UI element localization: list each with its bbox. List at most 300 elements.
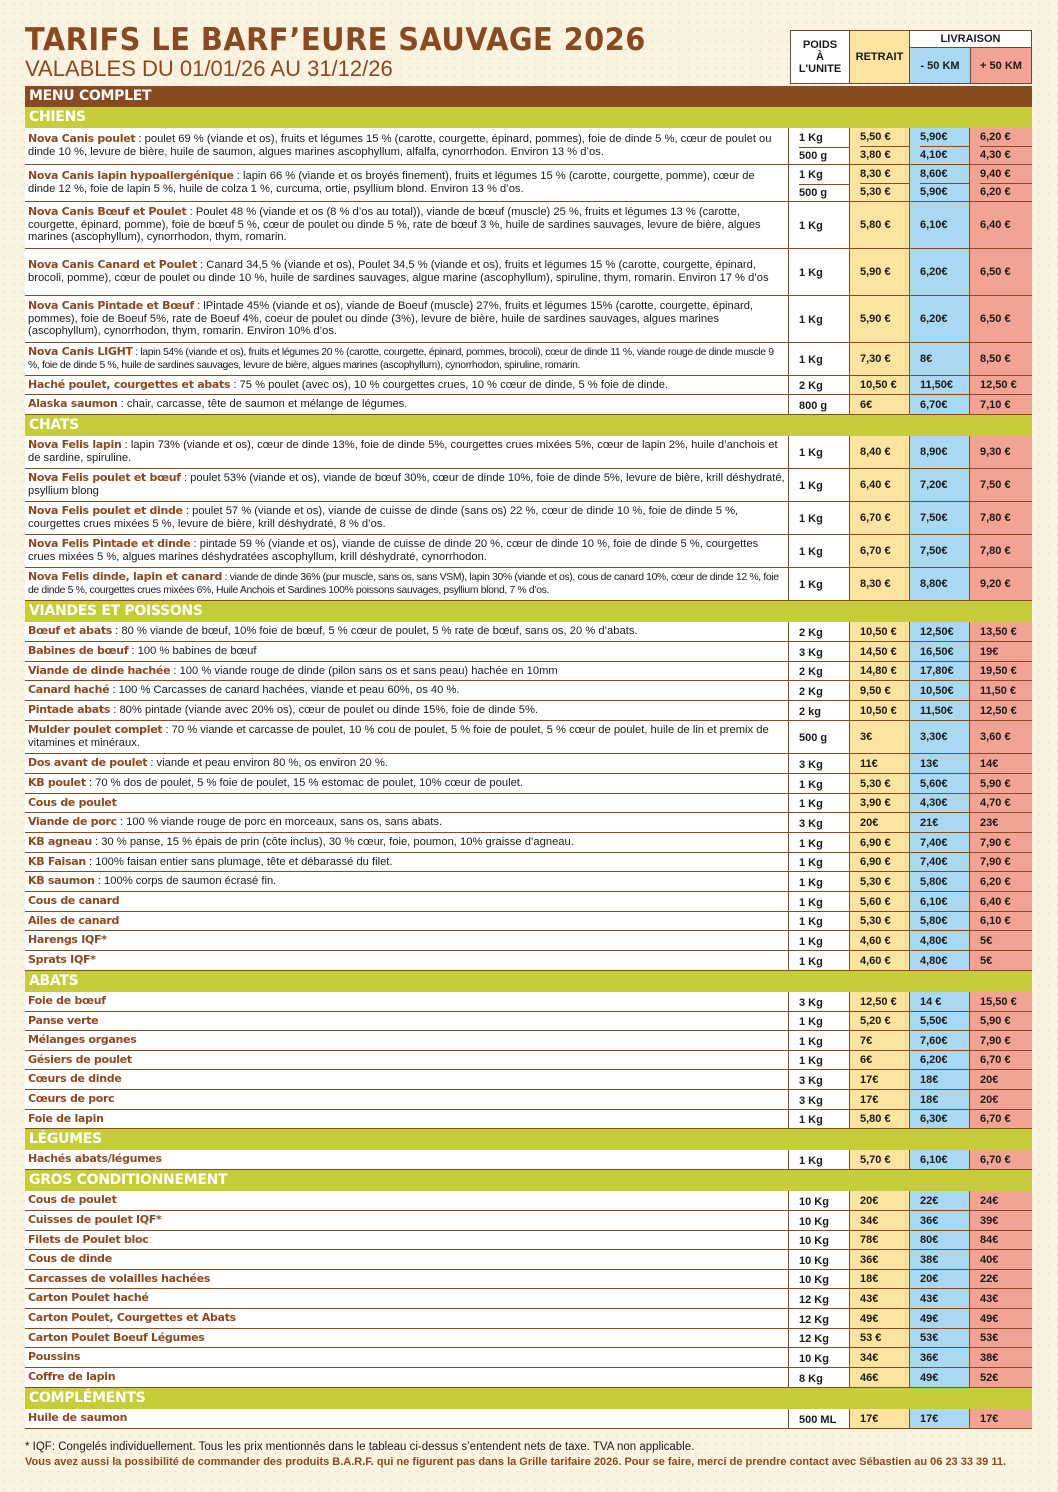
weight-cell: 1 Kg (799, 447, 823, 459)
price-plus-50km: 13,50 € (980, 625, 1017, 638)
section-header: CHATS (25, 415, 1032, 436)
price-plus-50km-column (970, 853, 1032, 871)
price-retrait: 43€ (860, 1292, 879, 1305)
price-plus-50km-column (970, 872, 1032, 891)
price-retrait: 10,50 € (860, 379, 897, 391)
price-moins-50km-column (910, 1070, 970, 1089)
product-name: Coffre de lapin (28, 1370, 116, 1384)
price-moins-50km: 53€ (920, 1332, 939, 1344)
product-name: Carton Poulet haché (28, 1291, 149, 1305)
price-plus-50km-column (970, 1012, 1032, 1030)
section-header: LÉGUMES (25, 1129, 1032, 1150)
price-retrait: 6,70 € (860, 512, 891, 524)
price-retrait: 6€ (860, 398, 873, 411)
product-name: Nova Felis dinde, lapin et canard (28, 569, 223, 583)
price-moins-50km-column (910, 128, 970, 164)
product-text (28, 571, 785, 597)
price-moins-50km: 10,50€ (920, 684, 954, 697)
price-retrait-column (850, 1270, 910, 1288)
product-text (28, 915, 119, 928)
price-plus-50km-column (970, 1368, 1032, 1387)
price-retrait-column (850, 721, 910, 753)
price-plus-50km: 6,10 € (980, 915, 1011, 927)
weight-cell: 1 Kg (799, 220, 823, 232)
price-retrait: 5,70 € (860, 1153, 891, 1166)
weight-cell: 800 g (799, 399, 828, 412)
product-name: Viande de porc (28, 815, 117, 829)
price-moins-50km: 3,30€ (920, 731, 948, 743)
price-retrait: 6,70 € (860, 545, 891, 557)
product-details: : 100 % Carcasses de canard hachées, viande et peau 60%, os 40 %. (109, 684, 460, 697)
weight-cell-column (789, 1409, 850, 1428)
product-text (28, 346, 785, 372)
price-retrait: 11€ (860, 757, 878, 770)
table-row (25, 1289, 1032, 1309)
product-name: Mulder poulet complet (28, 723, 163, 737)
price-plus-50km-column (970, 912, 1032, 930)
price-moins-50km: 7,20€ (920, 479, 948, 491)
price-retrait: 5,30 € (860, 777, 891, 790)
price-moins-50km: 5,90€ (920, 130, 948, 143)
price-moins-50km-column (910, 1231, 970, 1249)
price-moins-50km-column (910, 165, 970, 201)
product-details: : poulet 57 % (viande et os), viande de cuisse de dinde (sans os) 22 %, cœur de dinde 10 %, foie de dinde 5 %, courgettes crues mixées 5 %, levure de bière, krill déshydraté, 8 % d’os. (28, 505, 739, 530)
price-moins-50km-column (910, 931, 970, 950)
table-row (25, 502, 1032, 535)
price-moins-50km-column (910, 681, 970, 700)
product-name: Haché poulet, courgettes et abats (28, 377, 231, 391)
weight-cell: 1 Kg (799, 896, 823, 909)
product-name: Cuisses de poulet IQF* (28, 1213, 162, 1227)
weight-cell-column (789, 469, 850, 501)
product-description (25, 681, 789, 700)
price-moins-50km-column (910, 912, 970, 930)
price-plus-50km-column (970, 1051, 1032, 1069)
price-plus-50km-column (970, 395, 1032, 414)
weight-cell-column (789, 343, 850, 375)
price-moins-50km: 36€ (920, 1351, 939, 1364)
product-description (25, 1070, 789, 1089)
price-plus-50km-column (970, 681, 1032, 700)
product-name: Pintade abats (28, 703, 111, 717)
price-retrait-column (850, 535, 910, 567)
product-details: : 75 % poulet (avec os), 10 % courgettes crues, 10 % cœur de dinde, 5 % foie de dinde. (230, 378, 669, 391)
product-name: Nova Canis Bœuf et Poulet (28, 205, 187, 219)
weight-cell: 10 Kg (799, 1195, 829, 1208)
price-moins-50km: 11,50€ (920, 704, 954, 717)
price-retrait-column (850, 622, 910, 641)
price-retrait: 3,80 € (860, 146, 909, 165)
price-retrait: 46€ (860, 1371, 879, 1384)
price-plus-50km: 24€ (980, 1194, 999, 1207)
product-text (28, 170, 785, 195)
price-plus-50km-column (970, 1031, 1032, 1050)
price-plus-50km: 4,70 € (980, 797, 1011, 809)
price-retrait: 8,40 € (860, 446, 891, 458)
price-plus-50km: 20€ (980, 1093, 999, 1106)
price-plus-50km-column (970, 931, 1032, 950)
price-retrait: 14,50 € (860, 645, 897, 658)
product-name: Ailes de canard (28, 913, 120, 927)
weight-cell-column (789, 568, 850, 600)
price-plus-50km-column (970, 128, 1032, 164)
weight-cell-column (789, 754, 850, 773)
price-retrait-column (850, 701, 910, 720)
product-name: Hachés abats/légumes (28, 1152, 162, 1166)
price-plus-50km: 49€ (980, 1312, 999, 1325)
price-moins-50km-column (910, 853, 970, 871)
product-description (25, 128, 789, 164)
product-details: : 80% pintade (viande avec 20% os), cœur de poulet ou dinde 15%, foie de dinde 5%. (110, 704, 539, 717)
price-moins-50km-column (910, 754, 970, 773)
price-plus-50km: 39€ (980, 1214, 999, 1227)
price-moins-50km: 17€ (920, 1412, 939, 1425)
product-text (28, 439, 785, 464)
price-retrait-column (850, 1289, 910, 1308)
price-retrait: 20€ (860, 816, 879, 829)
price-retrait: 5,90 € (860, 313, 891, 325)
product-description (25, 833, 789, 852)
price-moins-50km-column (910, 1031, 970, 1050)
product-name: Cœurs de dinde (28, 1072, 122, 1086)
price-moins-50km: 17,80€ (920, 665, 954, 677)
product-text (28, 1034, 136, 1047)
price-retrait-column (850, 1231, 910, 1249)
weight-cell-column (789, 912, 850, 930)
table-row (25, 662, 1032, 681)
price-moins-50km-column (910, 951, 970, 970)
product-name: Cous de poulet (28, 1193, 117, 1207)
product-name: Cous de canard (28, 894, 120, 908)
price-moins-50km: 6,30€ (920, 1113, 948, 1125)
price-plus-50km-column (970, 1409, 1032, 1428)
price-retrait: 6,90 € (860, 856, 891, 868)
weight-cell-column (789, 1211, 850, 1230)
table-row (25, 535, 1032, 568)
price-moins-50km: 7,50€ (920, 512, 948, 524)
product-description (25, 376, 789, 394)
table-row (25, 249, 1032, 296)
table-row (25, 794, 1032, 813)
price-retrait-column (850, 754, 910, 773)
price-moins-50km: 38€ (920, 1253, 939, 1266)
weight-cell-column (789, 1110, 850, 1128)
weight-cell: 1 Kg (799, 798, 823, 810)
price-plus-50km: 5,90 € (980, 777, 1011, 790)
price-plus-50km-column (970, 1090, 1032, 1109)
price-moins-50km: 6,10€ (920, 895, 948, 908)
product-description (25, 1289, 789, 1308)
table-row (25, 1051, 1032, 1070)
weight-cell-column (789, 931, 850, 950)
product-details: : 30 % panse, 15 % épais de prin (côte inclus), 30 % cœur, foie, poumon, 10% graisse d’agneau. (91, 836, 574, 849)
product-description (25, 249, 789, 295)
weight-cell: 1 Kg (799, 132, 823, 145)
weight-cell-column (789, 1250, 850, 1269)
price-plus-50km: 6,20 € (980, 875, 1011, 888)
section-header: VIANDES ET POISSONS (25, 601, 1032, 622)
product-text (28, 206, 785, 244)
price-moins-50km-column (910, 833, 970, 852)
price-moins-50km-column (910, 892, 970, 911)
header-retrait: RETRAIT (849, 30, 910, 84)
product-name: Cœurs de porc (28, 1092, 115, 1106)
header-moins-50: - 50 KM (909, 47, 971, 84)
table-row (25, 395, 1032, 415)
weight-cell-column (789, 1031, 850, 1050)
price-retrait: 7€ (860, 1034, 873, 1047)
weight-cell: 1 Kg (799, 837, 823, 850)
product-description (25, 774, 789, 793)
product-description (25, 1250, 789, 1269)
product-text (28, 1273, 210, 1286)
price-retrait-column (850, 343, 910, 375)
product-description (25, 165, 789, 201)
weight-cell-column (789, 622, 850, 641)
price-plus-50km: 7,80 € (980, 545, 1011, 557)
table-row (25, 1211, 1032, 1231)
product-name: KB Faisan (28, 854, 86, 868)
price-plus-50km-column (970, 1231, 1032, 1249)
table-row (25, 622, 1032, 642)
price-plus-50km: 4,30 € (980, 146, 1032, 165)
weight-cell-column (789, 813, 850, 832)
table-row (25, 128, 1032, 165)
table-row (25, 202, 1032, 249)
table-row (25, 1329, 1032, 1348)
price-retrait-column (850, 662, 910, 680)
price-plus-50km: 40€ (980, 1253, 999, 1266)
weight-cell: 1 Kg (799, 935, 823, 948)
product-details: : pintade 59 % (viande et os), viande de cuisse de dinde 20 %, cœur de dinde 10 %, foie de dinde 5 %, courgettes crues mixées 5 %, algues marines déshydratées ascophyllum, krill déshydraté, cynorrhodon. (28, 538, 759, 563)
price-retrait-column (850, 376, 910, 394)
product-text (28, 1113, 104, 1126)
weight-cell: 1 Kg (799, 267, 823, 279)
price-moins-50km-column (910, 642, 970, 661)
price-retrait-column (850, 642, 910, 661)
price-plus-50km-column (970, 535, 1032, 567)
price-retrait: 5,30 € (860, 183, 909, 202)
price-moins-50km: 5,50€ (920, 1015, 948, 1027)
weight-cell-column (789, 872, 850, 891)
price-plus-50km-column (970, 1250, 1032, 1269)
price-retrait-column (850, 1348, 910, 1367)
section-header: CHIENS (25, 107, 1032, 128)
price-plus-50km-column (970, 1110, 1032, 1128)
price-plus-50km: 19,50 € (980, 665, 1017, 677)
weight-cell-column (789, 701, 850, 720)
price-plus-50km-column (970, 951, 1032, 970)
price-plus-50km-column (970, 642, 1032, 661)
product-text (28, 379, 668, 392)
product-text (28, 398, 407, 411)
weight-cell-column (789, 1070, 850, 1089)
table-row (25, 951, 1032, 971)
price-retrait-column (850, 395, 910, 414)
price-retrait: 4,60 € (860, 954, 891, 967)
price-plus-50km: 5,90 € (980, 1015, 1011, 1027)
table-row (25, 1270, 1032, 1289)
price-plus-50km: 5€ (980, 954, 993, 967)
price-retrait-column (850, 681, 910, 700)
product-name: KB agneau (28, 835, 92, 849)
price-moins-50km: 6,20€ (920, 266, 948, 278)
weight-cell-column (789, 202, 850, 248)
price-plus-50km: 11,50 € (980, 684, 1017, 697)
price-moins-50km-column (910, 701, 970, 720)
price-moins-50km: 5,60€ (920, 777, 948, 790)
price-plus-50km-column (970, 622, 1032, 641)
price-moins-50km-column (910, 202, 970, 248)
price-retrait-column (850, 872, 910, 891)
header-livraison: LIVRAISON (909, 30, 1032, 48)
product-description (25, 395, 789, 414)
weight-cell-column (789, 794, 850, 812)
weight-cell-column (789, 376, 850, 394)
price-plus-50km: 12,50 € (980, 704, 1017, 717)
weight-cell-column (789, 951, 850, 970)
product-text (28, 538, 785, 563)
table-row (25, 892, 1032, 912)
price-retrait-column (850, 912, 910, 930)
price-plus-50km: 9,30 € (980, 446, 1011, 458)
product-description (25, 568, 789, 600)
price-plus-50km: 9,20 € (980, 578, 1011, 590)
product-name: Foie de bœuf (28, 994, 106, 1008)
weight-cell-column (789, 642, 850, 661)
weight-cell: 1 Kg (799, 1055, 823, 1067)
table-row (25, 1110, 1032, 1129)
table-row (25, 642, 1032, 662)
price-moins-50km: 11,50€ (920, 379, 954, 391)
table-row (25, 469, 1032, 502)
weight-cell: 500 g (799, 184, 849, 202)
price-retrait-column (850, 502, 910, 534)
price-moins-50km: 4,30€ (920, 797, 948, 809)
product-text (28, 1214, 161, 1227)
price-moins-50km: 6,10€ (920, 219, 948, 231)
table-row (25, 1012, 1032, 1031)
product-details: : viande et peau environ 80 %, os environ 20 %. (147, 757, 388, 770)
weight-cell-column (789, 721, 850, 753)
product-details: : 70 % dos de poulet, 5 % foie de poulet, 15 % estomac de poulet, 10% cœur de poulet. (85, 777, 524, 790)
price-retrait: 6,90 € (860, 836, 891, 849)
price-retrait-column (850, 1031, 910, 1050)
price-retrait: 14,80 € (860, 665, 897, 677)
price-retrait: 5,80 € (860, 1113, 891, 1125)
price-moins-50km-column (910, 1270, 970, 1288)
weight-cell: 1 Kg (799, 1114, 823, 1126)
page-title: TARIFS LE BARF’EURE SAUVAGE 2026 (25, 22, 646, 58)
price-plus-50km-column (970, 249, 1032, 295)
product-name: Huile de saumon (28, 1411, 128, 1425)
contact-note: Vous avez aussi la possibilité de commander des produits B.A.R.F. qui ne figurent pas dans la Grille tarifaire 2026. Pour se faire, merci de prendre contact avec Sébastien au 06 23 33 39 11. (25, 1456, 1006, 1468)
product-text (28, 1412, 127, 1425)
price-retrait: 8,30 € (860, 167, 891, 180)
product-text (28, 684, 460, 697)
price-retrait-column (850, 1211, 910, 1230)
price-plus-50km-column (970, 1150, 1032, 1169)
price-plus-50km: 7,90 € (980, 856, 1011, 868)
price-moins-50km-column (910, 872, 970, 891)
price-retrait: 6,40 € (860, 479, 891, 491)
price-plus-50km-column (970, 1191, 1032, 1210)
price-moins-50km: 4,10€ (920, 146, 969, 165)
price-plus-50km-column (970, 892, 1032, 911)
product-text (28, 1351, 80, 1364)
price-retrait: 5,60 € (860, 895, 891, 908)
weight-cell: 500 g (799, 732, 828, 744)
table-row (25, 1090, 1032, 1110)
price-retrait-column (850, 992, 910, 1011)
price-retrait-column (850, 1051, 910, 1069)
product-text (28, 259, 785, 284)
product-description (25, 931, 789, 950)
price-retrait: 17€ (860, 1073, 879, 1086)
price-retrait: 5,80 € (860, 219, 891, 231)
price-retrait: 5,30 € (860, 875, 891, 888)
product-text (28, 1073, 122, 1086)
price-moins-50km: 22€ (920, 1194, 939, 1207)
product-text (28, 300, 785, 338)
price-moins-50km-column (910, 249, 970, 295)
price-retrait-column (850, 1368, 910, 1387)
product-text (28, 1054, 132, 1067)
product-name: Viande de dinde hachée (28, 663, 171, 677)
product-text (28, 797, 117, 810)
price-retrait-column (850, 931, 910, 950)
product-name: Carton Poulet Boeuf Légumes (28, 1330, 205, 1344)
price-plus-50km: 20€ (980, 1073, 999, 1086)
price-moins-50km: 49€ (920, 1371, 939, 1384)
weight-cell: 1 Kg (799, 513, 823, 525)
price-plus-50km-column (970, 436, 1032, 468)
table-row (25, 701, 1032, 721)
product-name: Sprats IQF* (28, 953, 96, 967)
product-name: Nova Canis Canard et Poulet (28, 258, 197, 272)
weight-cell-column (789, 502, 850, 534)
product-details: : 100% corps de saumon écrasé fin. (94, 875, 277, 888)
weight-cell-column (789, 1012, 850, 1030)
table-row (25, 931, 1032, 951)
price-retrait-column (850, 813, 910, 832)
weight-cell: 3 Kg (799, 758, 823, 771)
price-plus-50km-column (970, 1270, 1032, 1288)
table-row (25, 774, 1032, 794)
price-moins-50km: 8€ (920, 353, 933, 365)
price-moins-50km: 7,40€ (920, 836, 948, 849)
table-row (25, 813, 1032, 833)
weight-cell-column (789, 853, 850, 871)
price-retrait: 7,30 € (860, 353, 891, 365)
price-moins-50km: 80€ (920, 1234, 939, 1246)
price-retrait: 3€ (860, 731, 873, 743)
product-description (25, 892, 789, 911)
price-moins-50km-column (910, 1409, 970, 1428)
table-row (25, 1368, 1032, 1388)
price-plus-50km-column (970, 701, 1032, 720)
table-row (25, 1409, 1032, 1429)
weight-cell: 1 Kg (799, 1035, 823, 1048)
price-moins-50km: 14 € (920, 995, 942, 1008)
price-moins-50km: 7,40€ (920, 856, 948, 868)
price-plus-50km: 5€ (980, 934, 993, 947)
weight-cell-column (789, 1329, 850, 1347)
price-retrait: 4,60 € (860, 934, 891, 947)
price-plus-50km: 6,70 € (980, 1054, 1011, 1066)
price-retrait-column (850, 249, 910, 295)
product-description (25, 951, 789, 970)
